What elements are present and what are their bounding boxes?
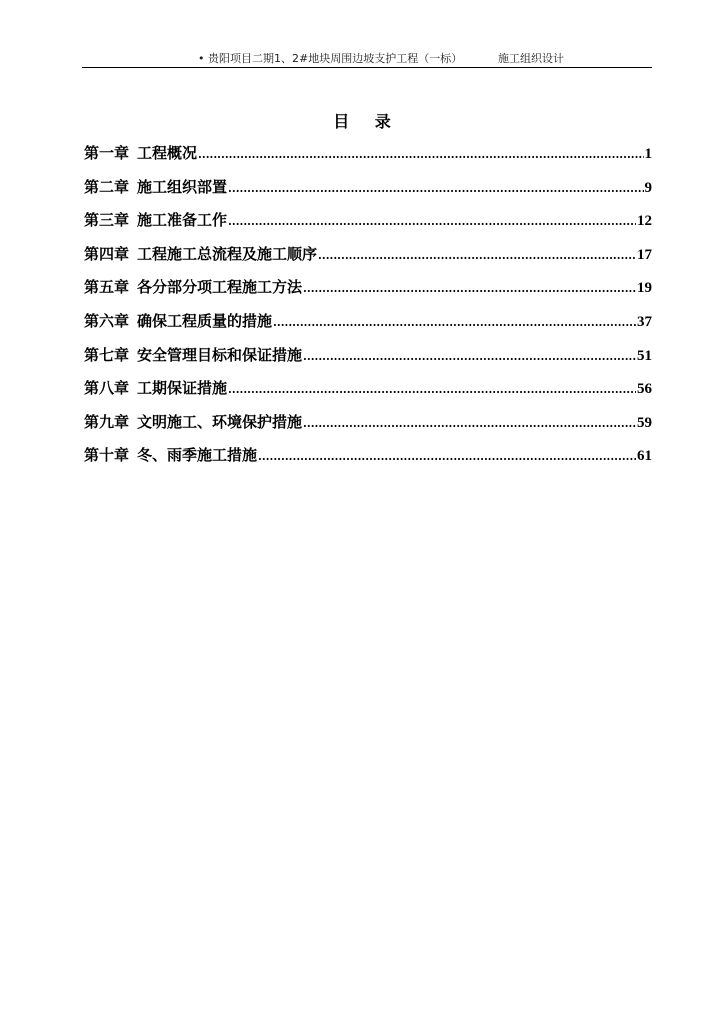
toc-entry[interactable]: [84, 176, 652, 210]
toc-chapter-title: 安全管理目标和保证措施: [137, 345, 303, 364]
toc-entry[interactable]: [84, 344, 652, 378]
table-of-contents: [84, 142, 652, 478]
toc-entry[interactable]: [84, 444, 652, 478]
toc-chapter-title: 文明施工、环境保护措施: [137, 412, 303, 431]
header-document-type: 施工组织设计: [498, 52, 564, 65]
toc-page-number: 37: [637, 313, 652, 330]
toc-dot-leader: [318, 249, 636, 262]
toc-chapter-title: 工程概况: [137, 144, 198, 162]
page-header: [82, 50, 652, 67]
toc-chapter-number: 第十章: [84, 446, 130, 465]
toc-dot-leader: [198, 148, 643, 161]
toc-page-number: 59: [637, 414, 652, 431]
toc-entry[interactable]: [84, 243, 652, 277]
toc-entry[interactable]: [84, 411, 652, 445]
toc-entry[interactable]: [84, 142, 652, 176]
toc-chapter-number: 第三章: [84, 211, 130, 230]
toc-chapter-title: 施工准备工作: [137, 211, 228, 230]
header-divider: [82, 67, 652, 68]
toc-chapter-title: 工程施工总流程及施工顺序: [137, 244, 318, 263]
toc-dot-leader: [303, 282, 636, 295]
toc-page-number: 51: [637, 347, 652, 364]
toc-page-number: 9: [644, 179, 652, 196]
toc-chapter-title: 施工组织部置: [137, 177, 228, 196]
toc-dot-leader: [228, 215, 636, 228]
toc-dot-leader: [303, 417, 636, 430]
toc-dot-leader: [273, 316, 636, 329]
toc-entry[interactable]: [84, 377, 652, 411]
toc-chapter-number: 第七章: [84, 345, 130, 364]
toc-chapter-number: 第四章: [84, 244, 130, 263]
toc-entry[interactable]: [84, 209, 652, 243]
toc-chapter-title: 工期保证措施: [137, 379, 228, 398]
toc-chapter-number: 第九章: [84, 412, 130, 431]
toc-chapter-title: 冬、雨季施工措施: [137, 446, 258, 465]
toc-chapter-title: 各分部分项工程施工方法: [137, 278, 303, 297]
toc-page-number: 12: [637, 213, 652, 230]
toc-page-number: 1: [644, 146, 652, 162]
toc-dot-leader: [228, 182, 643, 195]
toc-chapter-number: 第六章: [84, 311, 130, 330]
toc-chapter-title: 确保工程质量的措施: [137, 311, 273, 330]
toc-chapter-number: 第一章: [84, 144, 130, 162]
toc-chapter-number: 第八章: [84, 379, 130, 398]
toc-dot-leader: [258, 450, 636, 463]
toc-chapter-number: 第五章: [84, 278, 130, 297]
toc-dot-leader: [303, 350, 636, 363]
toc-page-number: 61: [637, 448, 652, 465]
toc-entry[interactable]: [84, 310, 652, 344]
toc-title: 目 录: [333, 112, 401, 131]
toc-page-number: 56: [637, 381, 652, 398]
header-project-name: • 贵阳项目二期1、2#地块周围边坡支护工程（一标）: [198, 52, 463, 65]
toc-page-number: 19: [637, 280, 652, 297]
toc-chapter-number: 第二章: [84, 177, 130, 196]
toc-dot-leader: [228, 383, 636, 396]
toc-page-number: 17: [637, 246, 652, 263]
toc-entry[interactable]: [84, 276, 652, 310]
